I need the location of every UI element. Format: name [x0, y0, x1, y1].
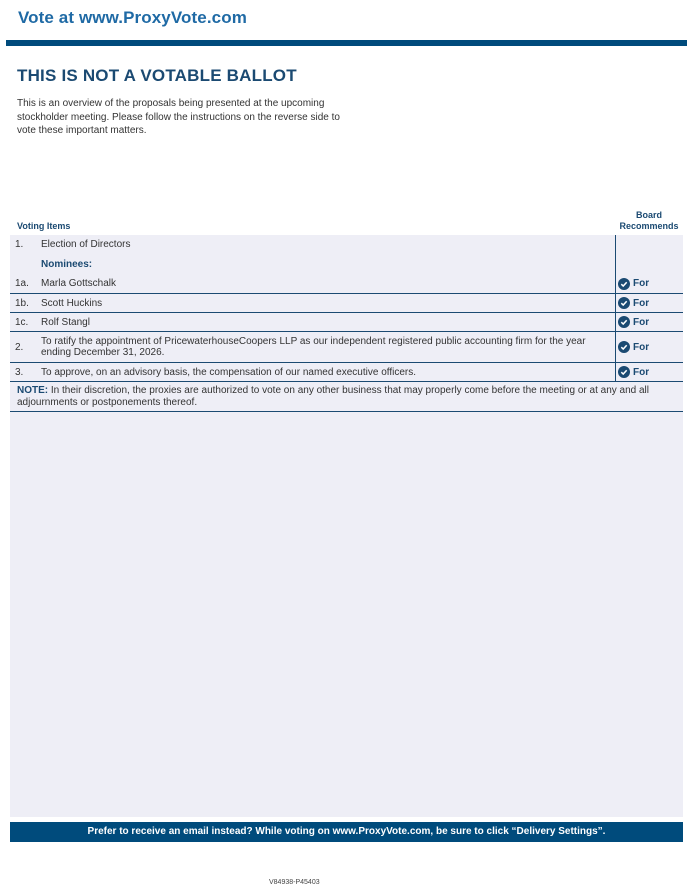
table-row-nominee-1a [10, 274, 683, 294]
item-number: 1c. [15, 316, 29, 328]
recommendation-value: For [633, 366, 650, 378]
voting-items-table [10, 235, 683, 412]
table-row-proposal-3 [10, 363, 683, 382]
recommendation-value: For [633, 316, 650, 328]
board-recommendation [615, 363, 683, 381]
recommendation-value: For [633, 341, 650, 353]
nominee-name: Rolf Stangl [41, 316, 90, 328]
column-header-voting-items: Voting Items [17, 221, 71, 231]
item-number: 3. [15, 366, 24, 378]
check-circle-icon [618, 297, 630, 309]
item-number: 1. [15, 239, 24, 250]
item-number: 2. [15, 341, 24, 353]
column-header-board-recommends [614, 210, 684, 232]
item-number: 1b. [15, 297, 29, 309]
voting-items-panel [10, 235, 683, 817]
check-circle-icon [618, 366, 630, 378]
board-recommendation [615, 313, 683, 331]
board-recommendation [615, 294, 683, 312]
note-label: NOTE: [17, 385, 49, 396]
recommendation-value: For [633, 297, 650, 309]
recommends-label: Recommends [619, 221, 679, 231]
item-number [10, 254, 41, 274]
proposal-text: To ratify the appointment of PricewaterhouseCoopers LLP as our independent registered public accounting firm for the year ending December 31, 2026. [41, 336, 586, 358]
header-divider-bar [6, 40, 687, 46]
table-row-election [10, 235, 683, 254]
proxyvote-url-title: Vote at www.ProxyVote.com [18, 8, 247, 27]
item-number: 1a. [15, 278, 29, 289]
check-circle-icon [618, 316, 630, 328]
table-row-nominee-1b [10, 294, 683, 313]
board-recommendation [615, 332, 683, 362]
nominee-name: Marla Gottschalk [41, 278, 117, 289]
board-recommendation-empty [615, 235, 683, 254]
nominees-label: Nominees: [41, 258, 93, 270]
note-text [10, 382, 683, 412]
recommendation-value: For [633, 278, 650, 289]
proposal-text: To approve, on an advisory basis, the compensation of our named executive officers. [41, 366, 417, 378]
delivery-settings-banner: Prefer to receive an email instead? While voting on www.ProxyVote.com, be sure to click “Delivery Settings”. [10, 822, 683, 842]
table-row-nominee-1c [10, 313, 683, 332]
table-row-nominees-label [10, 254, 683, 274]
document-control-code: V84938-P45403 [269, 879, 320, 886]
board-recommendation [615, 274, 683, 293]
table-row-proposal-2 [10, 332, 683, 363]
board-recommendation-empty [615, 254, 683, 274]
check-circle-icon [618, 278, 630, 290]
intro-text: This is an overview of the proposals being presented at the upcoming stockholder meeting. Please follow the instructions on the reverse side to vote these important matters. [17, 98, 340, 136]
note-body: In their discretion, the proxies are authorized to vote on any other business that may properly come before the meeting or at any and all adjournments or postponements thereof. [17, 385, 650, 408]
nominee-name: Scott Huckins [41, 297, 103, 309]
page-title: THIS IS NOT A VOTABLE BALLOT [17, 66, 297, 85]
check-circle-icon [618, 341, 630, 353]
board-label: Board [635, 210, 662, 220]
item-text: Election of Directors [41, 239, 131, 250]
